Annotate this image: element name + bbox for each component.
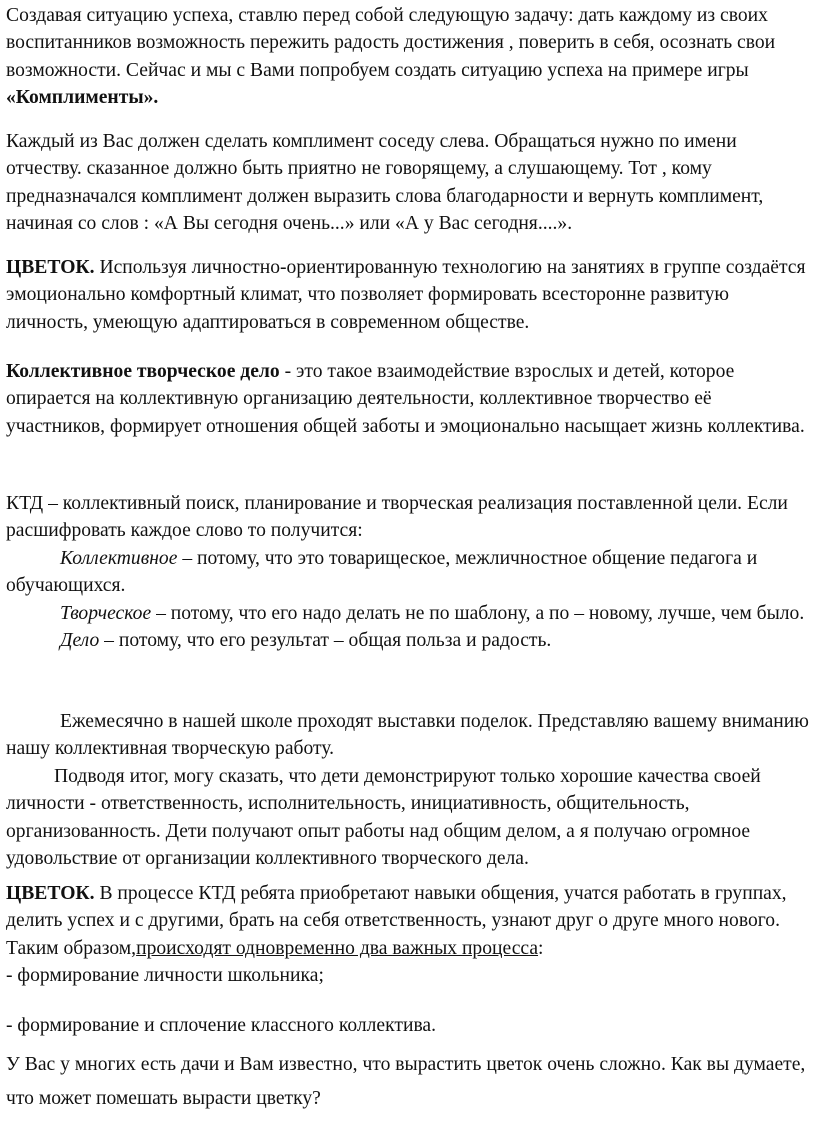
paragraph-flower-2-main: [6, 880, 812, 962]
paragraph-game-rules: Каждый из Вас должен сделать комплимент соседу слева. Обращаться нужно по имени отчеству. сказанное должно быть приятно не говорящему, а слушающему. Тот , кому предназначался комплимент должен выразить слова благодарности и вернуть комплимент, начиная со слов : «А Вы сегодня очень...» или «А у Вас сегодня....».: [6, 131, 764, 235]
list-item-collective: - формирование и сплочение классного коллектива.: [6, 1015, 437, 1036]
paragraph-intro-text: Создавая ситуацию успеха, ставлю перед собой следующую задачу: дать каждому из своих воспитанников возможность пережить радость достижения , поверить в себя, осознать свои возможности. Сейчас и мы с Вами попробуем создать ситуацию успеха на примере игры: [6, 5, 776, 81]
paragraph-summary: [6, 763, 812, 873]
paragraph-summary-text: Подводя итог, могу сказать, что дети демонстрируют только хорошие качества своей личности - ответственность, исполнительность, инициативность, общительность, организованность. Дети получают опыт работы над общим делом, а я получаю огромное удовольствие от организации коллективного творческого дела.: [6, 765, 761, 870]
list-item-personality: - формирование личности школьника;: [6, 965, 324, 987]
paragraph-intro: [6, 2, 812, 112]
paragraph-exhibition: [6, 708, 812, 872]
ktd-item-text: – потому, что его надо делать не по шаблону, а по – новому, лучше, чем было.: [151, 602, 805, 624]
paragraph-exhibition-a: [6, 708, 812, 763]
ktd-item-text: – потому, что его результат – общая польза и радость.: [99, 630, 552, 652]
ktd-term: Коллективное творческое дело: [6, 361, 280, 382]
ktd-item-text: – потому, что это товарищеское, межличностное общение педагога и обучающихся.: [6, 547, 758, 597]
paragraph-ktd-definition: [6, 358, 812, 440]
paragraph-flower-2-text: В процессе КТД ребята приобретают навыки общения, учатся работать в группах, делить успех и с другими, брать на себя ответственность, узнают друг о друге много нового. Таким образом,: [6, 883, 787, 959]
ktd-breakdown: [6, 490, 812, 654]
underlined-phrase: происходят одновременно два важных процесса: [136, 937, 539, 959]
ktd-intro: КТД – коллективный поиск, планирование и творческая реализация поставленной цели. Если расшифровать каждое слово то получится:: [6, 493, 788, 542]
paragraph-flower-1: [6, 254, 812, 336]
ktd-item-creative: [6, 600, 812, 627]
flower-label: ЦВЕТОК.: [6, 883, 95, 904]
paragraph-question: У Вас у многих есть дачи и Вам известно, что вырастить цветок очень сложно. Как вы думаете, что может помешать вырасти цветку?: [6, 1054, 806, 1109]
ktd-item-deed: [6, 627, 812, 654]
paragraph-exhibition-a-text: Ежемесячно в нашей школе проходят выставки поделок. Представляю вашему вниманию нашу коллективная творческую работу.: [6, 711, 809, 760]
ktd-item-term: Творческое: [60, 602, 152, 624]
game-title: «Комплименты».: [6, 87, 159, 109]
ktd-item-collective: [6, 545, 812, 600]
flower-label: ЦВЕТОК.: [6, 257, 95, 278]
ktd-item-term: Дело: [60, 630, 100, 652]
colon: :: [538, 937, 544, 959]
paragraph-ktd-definition-text: - это такое взаимодействие взрослых и детей, которое опирается на коллективную организацию деятельности, коллективное творчество её участников, формирует отношения общей заботы и эмоционально насыщает жизнь коллектива.: [6, 361, 805, 437]
paragraph-flower-1-text: Используя личностно-ориентированную технологию на занятиях в группе создаётся эмоционально комфортный климат, что позволяет формировать всесторонне развитую личность, умеющую адаптироваться в современном обществе.: [6, 257, 806, 333]
ktd-item-term: Коллективное: [60, 547, 178, 569]
paragraph-flower-2: [6, 880, 812, 990]
